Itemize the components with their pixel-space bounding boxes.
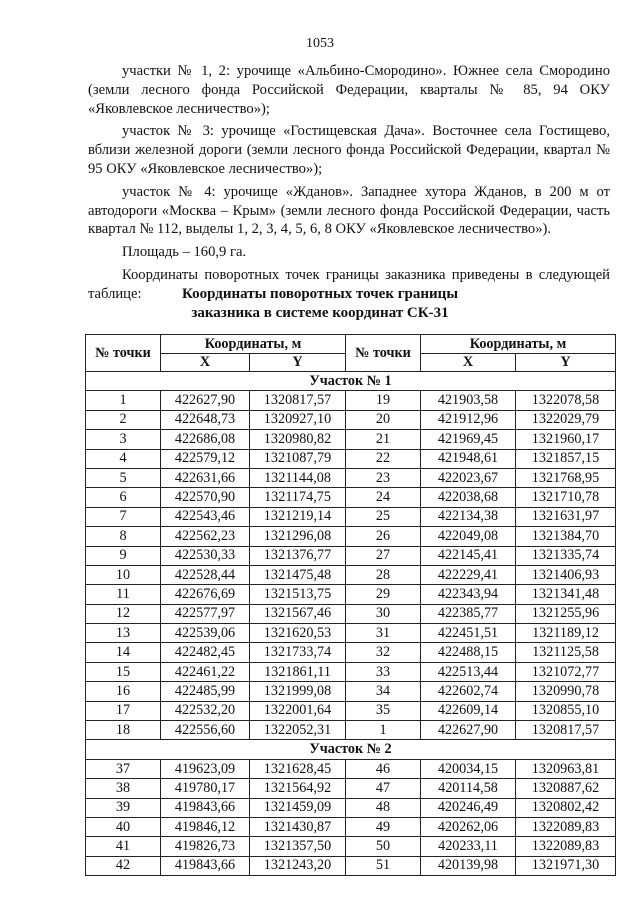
- table-cell: 37: [86, 759, 161, 778]
- header-y: Y: [516, 354, 616, 372]
- table-cell: 1321620,53: [250, 624, 346, 643]
- table-cell: 422528,44: [161, 565, 250, 584]
- table-row: [86, 488, 616, 507]
- table-cell: 22: [346, 449, 421, 468]
- table-cell: 38: [86, 779, 161, 798]
- header-y: Y: [250, 354, 346, 372]
- page-number: 1053: [306, 36, 334, 51]
- paragraph: участки № 1, 2: урочище «Альбино-Смородино». Южнее села Смородино (земли лесного фонда Российской Федерации, кварталы № 85, 94 ОКУ «Яковлевское лесничество»);: [88, 63, 610, 117]
- table-cell: 422539,06: [161, 624, 250, 643]
- table-cell: 8: [86, 527, 161, 546]
- table-cell: 1: [346, 721, 421, 740]
- table-cell: 422451,51: [421, 624, 516, 643]
- table-row: [86, 682, 616, 701]
- table-title-line: заказника в системе координат СК-31: [191, 305, 449, 321]
- table-cell: 23: [346, 468, 421, 487]
- table-cell: 1321406,93: [516, 565, 616, 584]
- table-cell: 1320980,82: [250, 430, 346, 449]
- table-cell: 420034,15: [421, 759, 516, 778]
- table-cell: 1321999,08: [250, 682, 346, 701]
- paragraph: Площадь – 160,9 га.: [122, 244, 247, 261]
- table-cell: 1321341,48: [516, 585, 616, 604]
- table-cell: 1321857,15: [516, 449, 616, 468]
- table-cell: 14: [86, 643, 161, 662]
- table-cell: 1320817,57: [250, 391, 346, 410]
- table-row: [86, 565, 616, 584]
- table-title: [0, 285, 640, 323]
- table-cell: 1321219,14: [250, 507, 346, 526]
- table-cell: 1321255,96: [516, 604, 616, 623]
- table-cell: 33: [346, 662, 421, 681]
- header-x: X: [161, 354, 250, 372]
- paragraph: участок № 4: урочище «Жданов». Западнее хутора Жданов, в 200 м от автодороги «Москва – Крым» (земли лесного фонда Российской Федерации, часть квартал № 112, выделы 1, 2, 3, 4, 5, 6, 8 ОКУ «Яковлевское лесничество»).: [88, 183, 610, 238]
- table-cell: 419780,17: [161, 779, 250, 798]
- table-cell: 422485,99: [161, 682, 250, 701]
- table-cell: 1321174,75: [250, 488, 346, 507]
- table-cell: 21: [346, 430, 421, 449]
- table-title-line: Координаты поворотных точек границы: [181, 286, 459, 302]
- table-cell: 20: [346, 410, 421, 429]
- table-cell: 422229,41: [421, 565, 516, 584]
- table-cell: 1321459,09: [250, 798, 346, 817]
- body-text: [88, 62, 610, 308]
- table-row: [86, 430, 616, 449]
- table-cell: 51: [346, 856, 421, 875]
- table-cell: 1322001,64: [250, 701, 346, 720]
- table-cell: 19: [346, 391, 421, 410]
- table-cell: 422609,14: [421, 701, 516, 720]
- table-cell: 422631,66: [161, 468, 250, 487]
- table-cell: 1321125,58: [516, 643, 616, 662]
- paragraph: Координаты поворотных точек границы заказника приведены в следующей таблице:: [88, 266, 610, 302]
- table-row: [86, 624, 616, 643]
- table-cell: 419843,66: [161, 856, 250, 875]
- table-cell: 1321960,17: [516, 430, 616, 449]
- header-coordinates: Координаты, м: [421, 335, 616, 354]
- table-row: [86, 817, 616, 836]
- table-cell: 422385,77: [421, 604, 516, 623]
- table-cell: 35: [346, 701, 421, 720]
- table-cell: 1321087,79: [250, 449, 346, 468]
- table-cell: 27: [346, 546, 421, 565]
- table-cell: 10: [86, 565, 161, 584]
- table-row: [86, 798, 616, 817]
- table-row: [86, 759, 616, 778]
- table-cell: 422513,44: [421, 662, 516, 681]
- table-cell: 422543,46: [161, 507, 250, 526]
- table-cell: 419846,12: [161, 817, 250, 836]
- table-cell: 419843,66: [161, 798, 250, 817]
- header-coordinates: Координаты, м: [161, 335, 346, 354]
- table-cell: 6: [86, 488, 161, 507]
- table-cell: 1321189,12: [516, 624, 616, 643]
- table-cell: 1322089,83: [516, 837, 616, 856]
- table-cell: 31: [346, 624, 421, 643]
- table-cell: 4: [86, 449, 161, 468]
- table-cell: 39: [86, 798, 161, 817]
- table-row: [86, 527, 616, 546]
- table-cell: 1320963,81: [516, 759, 616, 778]
- table-cell: 24: [346, 488, 421, 507]
- table-cell: 421969,45: [421, 430, 516, 449]
- table-cell: 422570,90: [161, 488, 250, 507]
- table-row: [86, 779, 616, 798]
- table-cell: 1320802,42: [516, 798, 616, 817]
- header-point-number: № точки: [86, 335, 161, 372]
- table-cell: 13: [86, 624, 161, 643]
- table-cell: 422686,08: [161, 430, 250, 449]
- header-point-number: № точки: [346, 335, 421, 372]
- table-cell: 422482,45: [161, 643, 250, 662]
- table-body: [86, 372, 616, 876]
- table-cell: 1321564,92: [250, 779, 346, 798]
- table-cell: 1: [86, 391, 161, 410]
- table-cell: 422461,22: [161, 662, 250, 681]
- table-cell: 1321513,75: [250, 585, 346, 604]
- table-cell: 25: [346, 507, 421, 526]
- paragraph: участок № 3: урочище «Гостищевская Дача». Восточнее села Гостищево, вблизи железной дороги (земли лесного фонда Российской Федерации, квартал № 95 ОКУ «Яковлевское лесничество»);: [88, 123, 610, 177]
- table-cell: 1321971,30: [516, 856, 616, 875]
- table-row: [86, 449, 616, 468]
- table-cell: 1321357,50: [250, 837, 346, 856]
- table-cell: 1321376,77: [250, 546, 346, 565]
- table-cell: 46: [346, 759, 421, 778]
- table-cell: 49: [346, 817, 421, 836]
- table-cell: 422627,90: [421, 721, 516, 740]
- table-cell: 48: [346, 798, 421, 817]
- table-cell: 42: [86, 856, 161, 875]
- section-row: [86, 372, 616, 391]
- table-cell: 1321710,78: [516, 488, 616, 507]
- table-cell: 1321384,70: [516, 527, 616, 546]
- table-row: [86, 856, 616, 875]
- table-cell: 422627,90: [161, 391, 250, 410]
- section-title: Участок № 1: [86, 372, 616, 391]
- table-cell: 17: [86, 701, 161, 720]
- table-cell: 420233,11: [421, 837, 516, 856]
- table-cell: 421903,58: [421, 391, 516, 410]
- header-x: X: [421, 354, 516, 372]
- table-cell: 422134,38: [421, 507, 516, 526]
- table-row: [86, 604, 616, 623]
- table-cell: 11: [86, 585, 161, 604]
- table-cell: 1322029,79: [516, 410, 616, 429]
- table-cell: 18: [86, 721, 161, 740]
- table-cell: 422577,97: [161, 604, 250, 623]
- table-cell: 1321072,77: [516, 662, 616, 681]
- table-cell: 1320927,10: [250, 410, 346, 429]
- table-cell: 422676,69: [161, 585, 250, 604]
- table-cell: 1321243,20: [250, 856, 346, 875]
- table-cell: 1321475,48: [250, 565, 346, 584]
- table-cell: 40: [86, 817, 161, 836]
- table-cell: 1321861,11: [250, 662, 346, 681]
- table-cell: 9: [86, 546, 161, 565]
- table-cell: 3: [86, 430, 161, 449]
- table-cell: 47: [346, 779, 421, 798]
- table-row: [86, 662, 616, 681]
- table-row: [86, 643, 616, 662]
- table-row: [86, 507, 616, 526]
- table-cell: 422038,68: [421, 488, 516, 507]
- table-cell: 422602,74: [421, 682, 516, 701]
- table-cell: 1321335,74: [516, 546, 616, 565]
- section-row: [86, 740, 616, 759]
- table-cell: 1321430,87: [250, 817, 346, 836]
- table-cell: 12: [86, 604, 161, 623]
- table-cell: 422343,94: [421, 585, 516, 604]
- table-row: [86, 837, 616, 856]
- table-cell: 422579,12: [161, 449, 250, 468]
- table-cell: 422648,73: [161, 410, 250, 429]
- table-cell: 422532,20: [161, 701, 250, 720]
- table-cell: 422556,60: [161, 721, 250, 740]
- table-cell: 422488,15: [421, 643, 516, 662]
- table-cell: 420114,58: [421, 779, 516, 798]
- table-cell: 1322052,31: [250, 721, 346, 740]
- table-cell: 41: [86, 837, 161, 856]
- table-cell: 422562,23: [161, 527, 250, 546]
- table-cell: 1321628,45: [250, 759, 346, 778]
- table-cell: 420262,06: [421, 817, 516, 836]
- table-cell: 1320887,62: [516, 779, 616, 798]
- table-cell: 1321631,97: [516, 507, 616, 526]
- table-row: [86, 391, 616, 410]
- table-row: [86, 701, 616, 720]
- table-cell: 1321567,46: [250, 604, 346, 623]
- table-cell: 419826,73: [161, 837, 250, 856]
- table-cell: 29: [346, 585, 421, 604]
- table-cell: 1320990,78: [516, 682, 616, 701]
- table-cell: 422530,33: [161, 546, 250, 565]
- section-title: Участок № 2: [86, 740, 616, 759]
- table-cell: 34: [346, 682, 421, 701]
- table-cell: 32: [346, 643, 421, 662]
- table-cell: 28: [346, 565, 421, 584]
- table-row: [86, 721, 616, 740]
- table-cell: 16: [86, 682, 161, 701]
- table-cell: 419623,09: [161, 759, 250, 778]
- table-cell: 1322078,58: [516, 391, 616, 410]
- table-cell: 1320817,57: [516, 721, 616, 740]
- table-cell: 422049,08: [421, 527, 516, 546]
- table-cell: 1321144,08: [250, 468, 346, 487]
- table-cell: 30: [346, 604, 421, 623]
- table-cell: 15: [86, 662, 161, 681]
- coordinates-table: [85, 334, 616, 876]
- table-row: [86, 410, 616, 429]
- table-cell: 5: [86, 468, 161, 487]
- table-cell: 1321296,08: [250, 527, 346, 546]
- table-row: [86, 468, 616, 487]
- table-cell: 50: [346, 837, 421, 856]
- table-cell: 421912,96: [421, 410, 516, 429]
- table-cell: 7: [86, 507, 161, 526]
- table-cell: 422145,41: [421, 546, 516, 565]
- table-row: [86, 585, 616, 604]
- table-cell: 422023,67: [421, 468, 516, 487]
- table-cell: 420139,98: [421, 856, 516, 875]
- table-cell: 2: [86, 410, 161, 429]
- table-cell: 1321733,74: [250, 643, 346, 662]
- table-cell: 420246,49: [421, 798, 516, 817]
- table-cell: 1321768,95: [516, 468, 616, 487]
- table-cell: 421948,61: [421, 449, 516, 468]
- table-row: [86, 546, 616, 565]
- table-cell: 1322089,83: [516, 817, 616, 836]
- table-cell: 1320855,10: [516, 701, 616, 720]
- table-cell: 26: [346, 527, 421, 546]
